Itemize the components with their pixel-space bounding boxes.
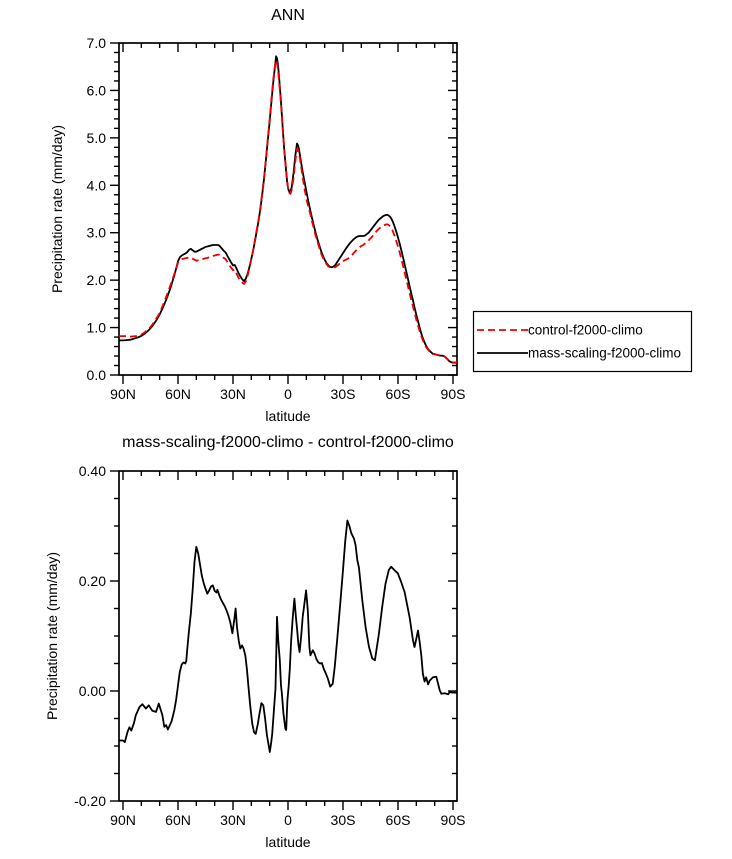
- x-tick-label: 90N: [110, 812, 136, 828]
- series-mass-scaling-f2000-climo: [119, 56, 457, 362]
- plot-frame: [119, 43, 457, 375]
- bottom-panel-axes: [74, 463, 465, 828]
- y-tick-label: 7.0: [86, 35, 106, 51]
- y-tick-label: 1.0: [86, 319, 106, 336]
- top-x-axis-title: latitude: [265, 408, 311, 424]
- x-tick-label: 60S: [385, 386, 411, 402]
- bottom-y-axis-title: Precipitation rate (mm/day): [44, 551, 60, 721]
- y-tick-label: 3.0: [86, 224, 106, 241]
- y-tick-label: 5.0: [86, 129, 106, 146]
- y-tick-label: 4.0: [86, 177, 106, 194]
- y-tick-label: 2.0: [86, 272, 106, 289]
- series-difference: [119, 521, 457, 753]
- x-tick-label: 90S: [440, 812, 466, 828]
- top-y-axis-title: Precipitation rate (mm/day): [49, 124, 65, 294]
- y-tick-label: -0.20: [74, 793, 106, 809]
- x-tick-label: 30N: [220, 812, 246, 828]
- x-tick-label: 60N: [165, 812, 191, 828]
- y-tick-label: 0.20: [78, 573, 106, 589]
- legend: [474, 312, 692, 372]
- x-tick-label: 90N: [110, 386, 136, 402]
- bottom-panel: [44, 434, 465, 850]
- legend-box: [474, 312, 692, 372]
- x-tick-label: 0: [284, 386, 292, 402]
- bottom-panel-title: mass-scaling-f2000-climo - control-f2000-climo: [122, 434, 454, 451]
- x-tick-label: 90S: [440, 386, 466, 402]
- x-tick-label: 0: [284, 812, 292, 828]
- bottom-x-axis-title: latitude: [265, 834, 311, 850]
- series-control-f2000-climo: [119, 60, 457, 362]
- bottom-panel-curve: [119, 521, 457, 753]
- legend-mass-scaling-label: mass-scaling-f2000-climo: [528, 345, 682, 361]
- top-panel-curves: [119, 56, 457, 362]
- x-tick-label: 30S: [330, 812, 356, 828]
- top-panel-title: ANN: [271, 7, 305, 24]
- x-tick-label: 60S: [385, 812, 411, 828]
- y-tick-label: 0.00: [78, 683, 106, 699]
- legend-control-label: control-f2000-climo: [528, 322, 643, 338]
- plot-frame: [119, 471, 457, 801]
- top-panel: [49, 7, 692, 424]
- y-tick-label: 0.40: [78, 463, 106, 479]
- top-panel-axes: [87, 35, 466, 402]
- y-tick-label: 6.0: [86, 82, 106, 99]
- x-tick-label: 30S: [330, 386, 356, 402]
- x-tick-label: 60N: [165, 386, 191, 402]
- x-tick-label: 30N: [220, 386, 246, 402]
- y-tick-label: 0.0: [86, 367, 106, 383]
